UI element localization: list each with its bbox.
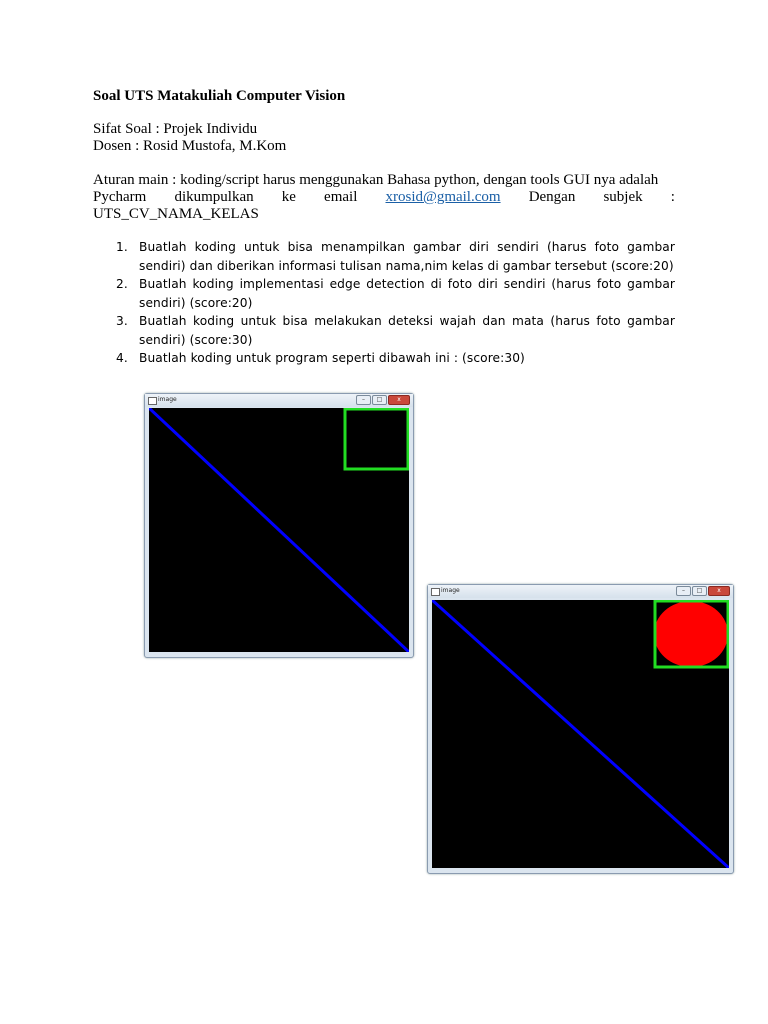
word-colon: : (670, 189, 675, 205)
window-titlebar[interactable] (145, 394, 413, 407)
task-text: Buatlah koding untuk bisa menampilkan gambar diri sendiri (harus foto gambar sendiri) dan diberikan informasi tulisan nama,nim kelas di gambar tersebut (score:20) (139, 240, 675, 273)
window-titlebar[interactable] (428, 585, 733, 598)
word-ke: ke (281, 189, 296, 205)
task-text: Buatlah koding implementasi edge detection di foto diri sendiri (harus foto gambar sendiri) (score:20) (139, 277, 675, 310)
word-dengan: Dengan (528, 189, 576, 205)
aturan-line-1: Aturan main : koding/script harus menggunakan Bahasa python, dengan tools GUI nya adalah (93, 172, 659, 188)
task-number: 2. (116, 277, 128, 291)
blue-diagonal-line (149, 408, 409, 652)
window-app-icon (431, 588, 440, 596)
image-canvas (149, 408, 409, 652)
task-item (93, 349, 675, 368)
word-dikumpulkan: dikumpulkan (174, 189, 254, 205)
maximize-button[interactable]: □ (692, 586, 707, 596)
task-item (93, 312, 675, 349)
window-title: image (158, 396, 177, 403)
aturan-line-2 (93, 189, 675, 206)
task-list (93, 238, 675, 368)
sifat-soal: Sifat Soal : Projek Individu (93, 121, 258, 137)
window-app-icon (148, 397, 157, 405)
subjek-value: UTS_CV_NAMA_KELAS (93, 206, 259, 222)
email-link[interactable]: xrosid@gmail.com (385, 189, 501, 205)
task-item (93, 275, 675, 312)
close-button[interactable]: x (708, 586, 730, 596)
window-title: image (441, 587, 460, 594)
word-email: email (324, 189, 358, 205)
task-number: 1. (116, 240, 128, 254)
task-text: Buatlah koding untuk bisa melakukan deteksi wajah dan mata (harus foto gambar sendiri) (score:30) (139, 314, 675, 347)
minimize-button[interactable]: – (676, 586, 691, 596)
document-title: Soal UTS Matakuliah Computer Vision (93, 88, 346, 104)
maximize-button[interactable]: □ (372, 395, 387, 405)
close-button[interactable]: x (388, 395, 410, 405)
task-number: 3. (116, 314, 128, 328)
word-pycharm: Pycharm (93, 189, 147, 205)
task-number: 4. (116, 351, 128, 365)
word-subjek: subjek (603, 189, 643, 205)
minimize-button[interactable]: – (356, 395, 371, 405)
image-drawing (432, 600, 729, 868)
image-canvas (432, 600, 729, 868)
image-window-1[interactable] (144, 393, 414, 658)
image-window-2[interactable] (427, 584, 734, 874)
image-drawing (149, 408, 409, 652)
dosen: Dosen : Rosid Mustofa, M.Kom (93, 138, 287, 154)
task-item (93, 238, 675, 275)
green-rectangle (345, 409, 408, 469)
task-text: Buatlah koding untuk program seperti dibawah ini : (score:30) (139, 351, 525, 365)
red-circle (654, 601, 728, 667)
